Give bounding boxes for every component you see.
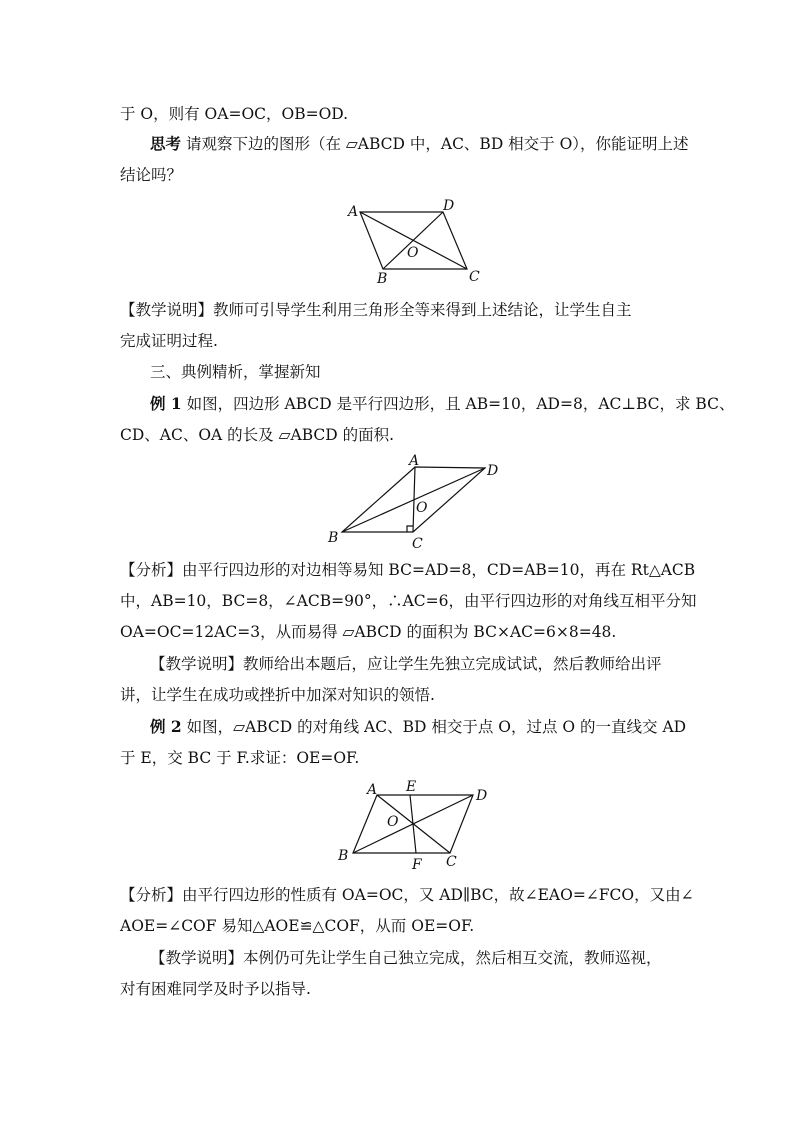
- figure-parallelogram-1: [345, 196, 485, 288]
- text-line-14: 例 2 如图，▱ABCD 的对角线 AC、BD 相交于点 O，过点 O 的一直线交 AD: [150, 717, 687, 736]
- text-line-7: 例 1 如图，四边形 ABCD 是平行四边形，且 AB=10，AD=8，AC⊥BC，求 BC、: [150, 394, 735, 413]
- label-a: A: [409, 453, 420, 469]
- label-f: F: [412, 857, 422, 873]
- text-line-16: 【分析】由平行四边形的性质有 OA=OC，又 AD∥BC，故∠EAO=∠FCO，又由∠: [120, 886, 694, 904]
- label-c: C: [412, 536, 423, 552]
- label-d: D: [443, 198, 455, 214]
- text-line-8: CD、AC、OA 的长及 ▱ABCD 的面积.: [120, 426, 395, 444]
- text-line-5: 完成证明过程.: [120, 332, 218, 350]
- text-line-2: 思考 请观察下边的图形（在 ▱ABCD 中，AC、BD 相交于 O），你能证明上述: [150, 134, 689, 153]
- segment-ef: [410, 795, 416, 853]
- label-b: B: [328, 530, 339, 546]
- text-line-15: 于 E，交 BC 于 F.求证：OE=OF.: [120, 749, 360, 767]
- label-o: O: [407, 245, 419, 261]
- text-line-4: 【教学说明】教师可引导学生利用三角形全等来得到上述结论，让学生自主: [120, 301, 632, 319]
- label-o: O: [416, 500, 428, 516]
- label-d: D: [487, 463, 499, 479]
- think-label: 思考: [150, 134, 182, 153]
- section-heading: 三、典例精析，掌握新知: [150, 363, 321, 381]
- label-o: O: [387, 814, 399, 830]
- text-line-10: 中，AB=10，BC=8，∠ACB=90°，∴AC=6，由平行四边形的对角线互相平分知: [120, 592, 697, 610]
- label-a: A: [367, 782, 378, 798]
- text-line-9: 【分析】由平行四边形的对边相等易知 BC=AD=8，CD=AB=10，再在 Rt△ACB: [120, 561, 696, 579]
- text-line-17: AOE=∠COF 易知△AOE≌△COF，从而 OE=OF.: [120, 917, 475, 935]
- label-b: B: [377, 271, 388, 287]
- label-b: B: [338, 848, 349, 864]
- example-2-label: 例 2: [150, 717, 182, 736]
- text-line-13: 讲，让学生在成功或挫折中加深对知识的领悟.: [120, 686, 435, 704]
- figure-parallelogram-3: [330, 777, 500, 873]
- label-c: C: [446, 854, 457, 870]
- label-a: A: [348, 204, 359, 220]
- right-angle-mark: [407, 526, 413, 532]
- text-line-1: 于 O，则有 OA=OC，OB=OD.: [120, 105, 349, 123]
- figure-parallelogram-2: [325, 452, 505, 552]
- example-1-label: 例 1: [150, 394, 182, 413]
- text-line-11: OA=OC=12AC=3，从而易得 ▱ABCD 的面积为 BC×AC=6×8=48.: [120, 623, 617, 641]
- label-e: E: [406, 779, 417, 795]
- label-c: C: [469, 269, 480, 285]
- text-line-18: 【教学说明】本例仍可先让学生自己独立完成，然后相互交流，教师巡视，: [150, 949, 662, 967]
- text-line-19: 对有困难同学及时予以指导.: [120, 980, 311, 998]
- text-line-3: 结论吗？: [120, 166, 183, 184]
- text-line-12: 【教学说明】教师给出本题后，应让学生先独立完成试试，然后教师给出评: [150, 655, 662, 673]
- label-d: D: [476, 788, 488, 804]
